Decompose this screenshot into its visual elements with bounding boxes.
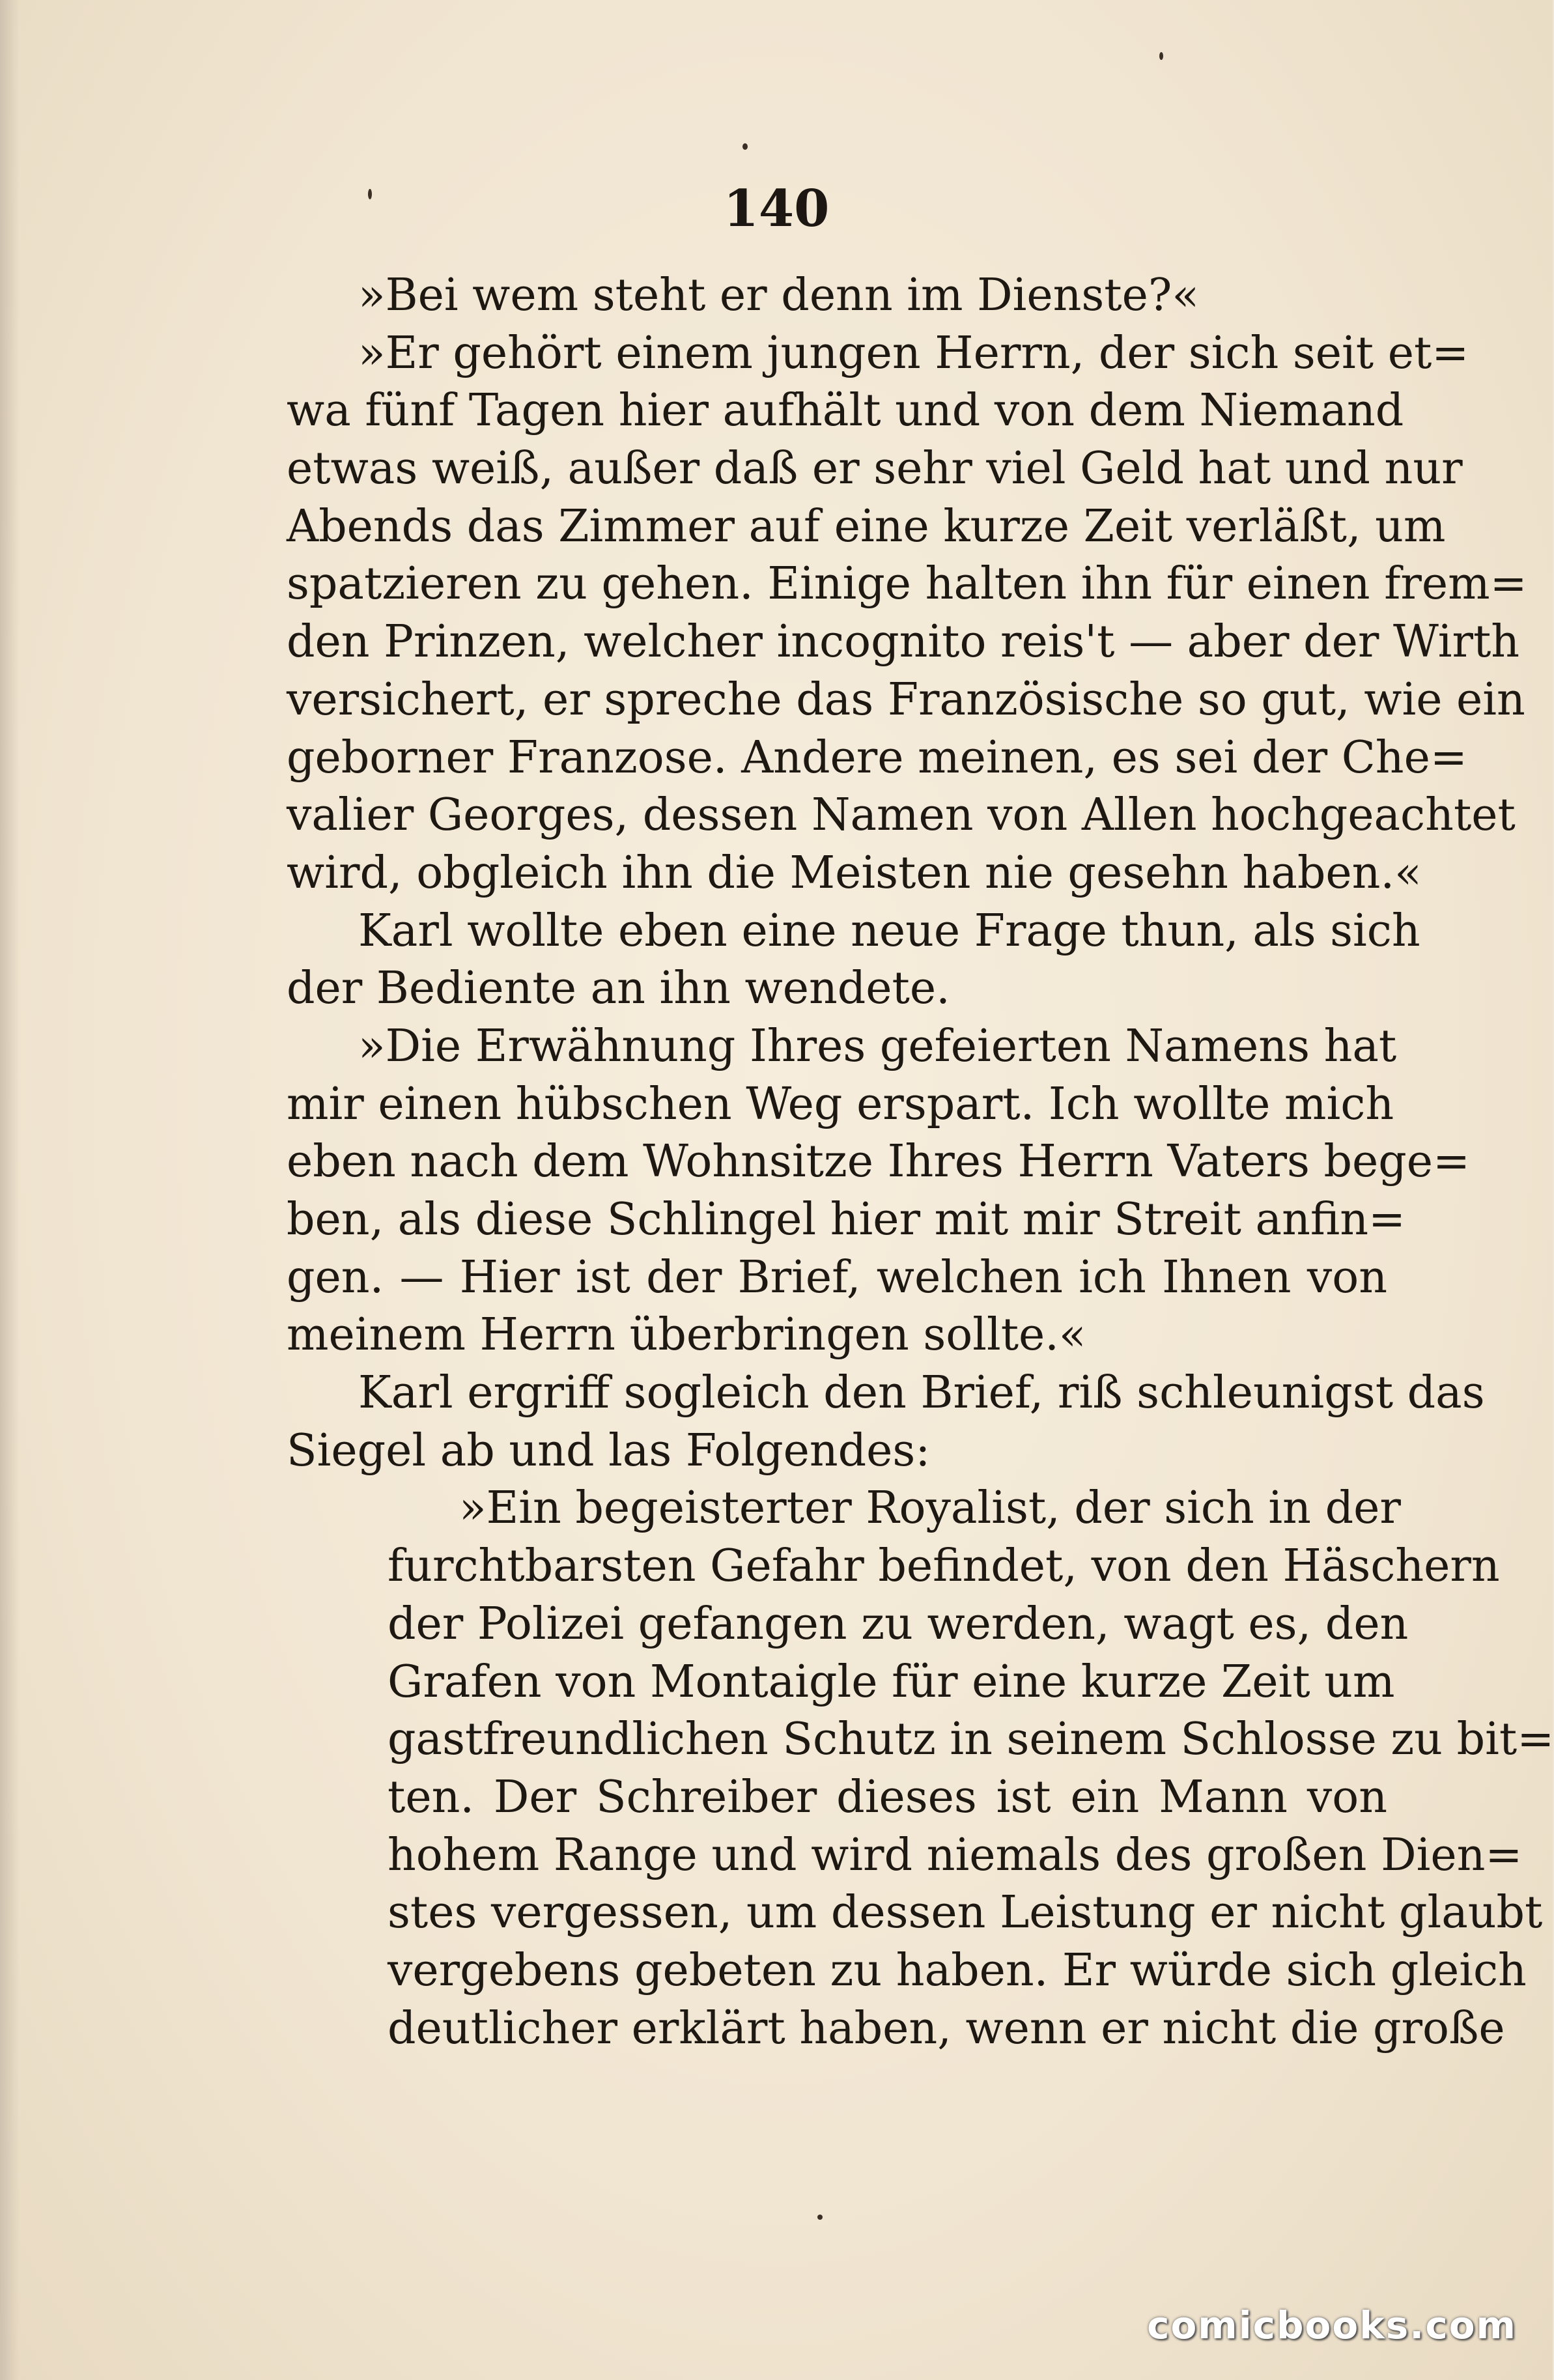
page-edge-shadow [0, 0, 20, 2380]
text-line: Siegel ab und las Folgendes: [287, 1424, 931, 1477]
text-line: »Die Erwähnung Ihres gefeierten Namens hat [358, 1020, 1397, 1072]
paper-speck [742, 143, 748, 150]
page-number: 140 [723, 179, 830, 238]
text-line: ten. Der Schreiber dieses ist ein Mann von [388, 1771, 1387, 1823]
paragraph [287, 1365, 1485, 1480]
paragraph [287, 267, 1387, 325]
text-line: hohem Range und wird niemals des großen Dien= [388, 1829, 1523, 1881]
text-line: spatzieren zu gehen. Einige halten ihn für einen frem= [287, 558, 1527, 610]
text-line: etwas weiß, außer daß er sehr viel Geld hat und nur [287, 443, 1463, 495]
text-line: mir einen hübschen Weg erspart. Ich wollte mich [287, 1078, 1394, 1130]
text-line: Karl wollte eben eine neue Frage thun, als sich [358, 905, 1420, 957]
text-line: versichert, er spreche das Französische so gut, wie ein [287, 673, 1525, 726]
paper-speck [1159, 52, 1163, 60]
text-line: meinem Herrn überbringen sollte.« [287, 1309, 1086, 1361]
body-text [287, 267, 1554, 2058]
text-line: der Polizei gefangen zu werden, wagt es, den [388, 1598, 1409, 1650]
text-line: ben, als diese Schlingel hier mit mir Streit anfin= [287, 1194, 1406, 1245]
paragraph [287, 1018, 1470, 1365]
text-line: Grafen von Montaigle für eine kurze Zeit um [388, 1656, 1395, 1708]
paragraph [287, 903, 1420, 1018]
text-line: den Prinzen, welcher incognito reis't — aber der Wirth [287, 616, 1520, 668]
text-line: wa fünf Tagen hier aufhält und von dem Niemand [287, 385, 1404, 437]
text-line: Abends das Zimmer auf eine kurze Zeit verläßt, um [287, 500, 1446, 552]
text-line: stes vergessen, um dessen Leistung er nicht glaubt [388, 1887, 1543, 1939]
text-line: geborner Franzose. Andere meinen, es sei der Che= [287, 731, 1467, 784]
quoted-letter [388, 1480, 1554, 2058]
text-line: wird, obgleich ihn die Meisten nie gesehn haben.« [287, 847, 1422, 899]
text-line: gen. — Hier ist der Brief, welchen ich Ihnen von [287, 1251, 1387, 1303]
text-line: eben nach dem Wohnsitze Ihres Herrn Vaters bege= [287, 1136, 1470, 1188]
text-line: deutlicher erklärt haben, wenn er nicht die große [388, 2002, 1505, 2054]
text-line: valier Georges, dessen Namen von Allen hochgeachtet [287, 789, 1516, 842]
paper-speck [368, 189, 372, 199]
text-line: »Er gehört einem jungen Herrn, der sich seit et= [358, 327, 1469, 379]
text-line: der Bediente an ihn wendete. [287, 963, 950, 1015]
text-line: gastfreundlichen Schutz in seinem Schlosse zu bit= [388, 1714, 1554, 1766]
paragraph [287, 325, 1527, 903]
paper-speck [817, 2215, 823, 2220]
text-line: »Bei wem steht er denn im Dienste?« [358, 270, 1199, 321]
text-line: vergebens gebeten zu haben. Er würde sich gleich [388, 1944, 1527, 1996]
watermark-logo: comicbooks.com [1147, 2303, 1517, 2347]
text-line: furchtbarsten Gefahr befindet, von den Häschern [388, 1540, 1500, 1593]
text-line: Karl ergriff sogleich den Brief, riß schleunigst das [358, 1367, 1485, 1419]
text-line: »Ein begeisterter Royalist, der sich in der [459, 1482, 1401, 1535]
